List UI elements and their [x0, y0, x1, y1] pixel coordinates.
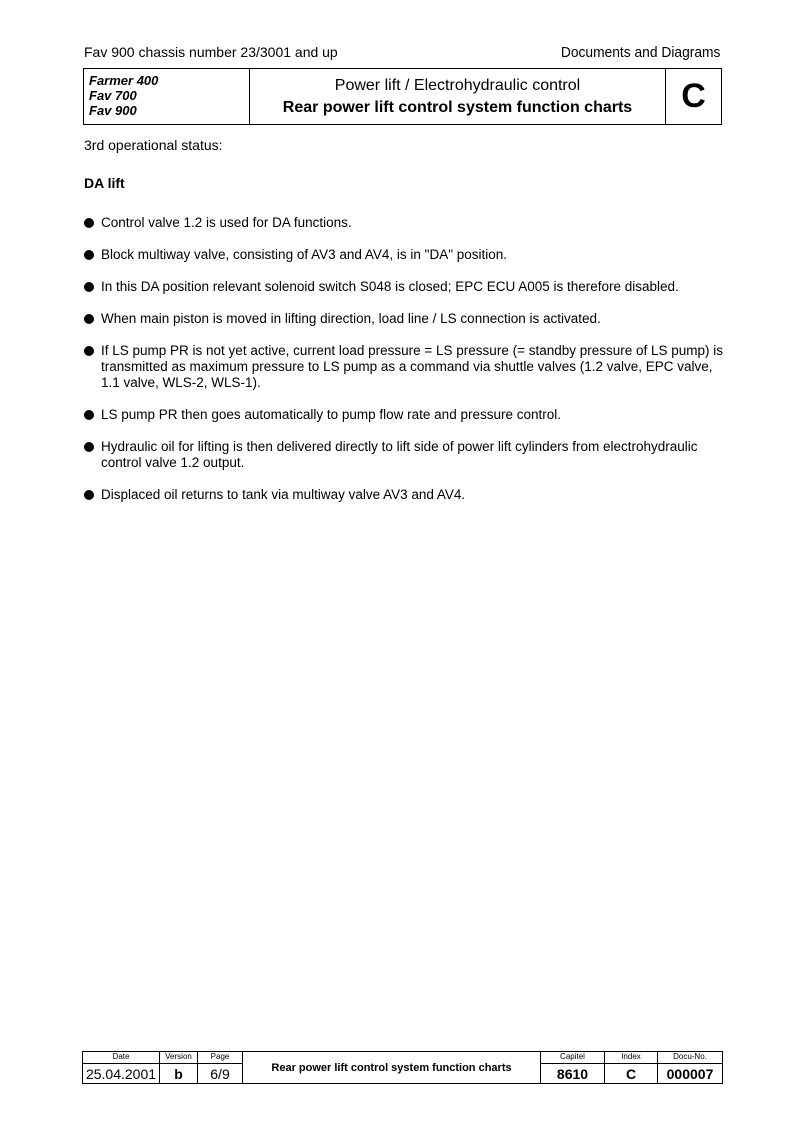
footer-date: 25.04.2001 [85, 1065, 157, 1082]
section-heading: DA lift [84, 175, 125, 191]
list-item-text: Block multiway valve, consisting of AV3 and AV4, is in "DA" position. [101, 247, 508, 262]
footer-capitel: 8610 [556, 1065, 589, 1082]
footer-docu-label: Docu-No. [658, 1052, 722, 1064]
list-item [84, 407, 724, 423]
title-area [250, 69, 666, 124]
bullet-icon [84, 218, 94, 228]
list-item [84, 215, 724, 231]
footer-index: C [625, 1065, 637, 1082]
bullet-icon [84, 410, 94, 420]
list-item [84, 487, 724, 503]
footer-version: b [174, 1065, 183, 1082]
list-item-text: When main piston is moved in lifting direction, load line / LS connection is activated. [101, 311, 601, 326]
document-category: Documents and Diagrams [560, 44, 720, 61]
footer-index-label: Index [605, 1052, 657, 1064]
footer-page: 6/9 [210, 1065, 230, 1082]
list-item [84, 311, 724, 327]
footer-capitel-label: Capitel [541, 1052, 604, 1064]
list-item-text: Hydraulic oil for lifting is then delivered directly to lift side of power lift cylinders from electrohydraulic control valve 1.2 output. [101, 439, 698, 470]
list-item [84, 343, 724, 391]
chassis-note: Fav 900 chassis number 23/3001 and up [84, 44, 338, 60]
footer-page-cell [198, 1052, 243, 1083]
section-letter: C [681, 77, 706, 115]
bullet-icon [84, 346, 94, 356]
list-item-text: Control valve 1.2 is used for DA functions. [101, 215, 352, 230]
footer-docu-number: 000007 [666, 1065, 714, 1082]
list-item [84, 439, 724, 471]
list-item-text: If LS pump PR is not yet active, current load pressure = LS pressure (= standby pressure of LS pump) is transmitted as maximum pressure to LS pump as a command via shuttle valves (1.2 valve, EPC valve, 1.1 valve, WLS-2, WLS-1). [101, 343, 724, 390]
list-item-text: In this DA position relevant solenoid switch S048 is closed; EPC ECU A005 is therefore disabled. [101, 279, 679, 294]
model-name: Farmer 400 [89, 73, 159, 88]
footer-date-cell [83, 1052, 160, 1083]
bullet-icon [84, 250, 94, 260]
model-list [84, 69, 250, 124]
list-item-text: Displaced oil returns to tank via multiway valve AV3 and AV4. [101, 487, 466, 502]
list-item-text: LS pump PR then goes automatically to pump flow rate and pressure control. [101, 407, 561, 422]
document-subtitle: Power lift / Electrohydraulic control [334, 77, 581, 94]
page-header [84, 44, 720, 64]
footer-version-label: Version [160, 1052, 197, 1064]
footer-page-label: Page [198, 1052, 242, 1064]
bullet-icon [84, 314, 94, 324]
model-name: Fav 700 [89, 88, 137, 103]
bullet-icon [84, 282, 94, 292]
footer-capitel-cell [541, 1052, 605, 1083]
bullet-list [84, 215, 724, 519]
footer-index-cell [605, 1052, 658, 1083]
model-name: Fav 900 [89, 103, 137, 118]
title-block [83, 68, 722, 125]
bullet-icon [84, 442, 94, 452]
document-title: Rear power lift control system function charts [282, 99, 633, 116]
footer-description: Rear power lift control system function charts [243, 1052, 541, 1083]
footer-version-cell [160, 1052, 198, 1083]
list-item [84, 279, 724, 295]
footer-date-label: Date [83, 1052, 159, 1064]
bullet-icon [84, 490, 94, 500]
footer-table [82, 1051, 723, 1084]
list-item [84, 247, 724, 263]
operational-status: 3rd operational status: [84, 137, 223, 153]
footer-docu-cell [658, 1052, 722, 1083]
